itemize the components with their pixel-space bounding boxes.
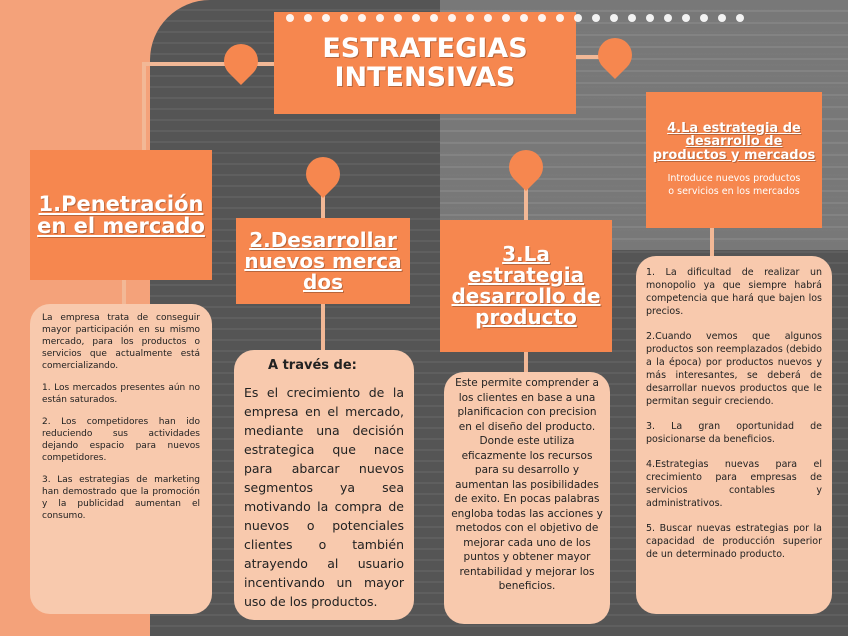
section4-text: 2.Cuando vemos que algunos productos son reemplazados (debido a la época) por productos nuevos y más interesantes, se deberá de desarrollar nuevos productos que le permitan seguir creciendo.: [646, 331, 822, 407]
section2-heading: 2.Desarrollar nuevos mercados: [244, 227, 402, 294]
section2-body-box: [234, 350, 414, 620]
section1-heading: 1.Penetración en el mercado: [37, 191, 205, 238]
section4-body-box: [636, 256, 832, 614]
connector-line: [122, 280, 126, 306]
section1-text: 1. Los mercados presentes aún no están saturados.: [42, 383, 200, 405]
section2-subheading: A través de:: [268, 358, 357, 373]
section2-text: Es el crecimiento de la empresa en el mercado, mediante una decisión estrategica que nace para abarcar nuevos segmentos ya sea motivando la compra de nuevos o potenciales clientes o también atrayendo al usuario incentivando un mayor uso de los productos.: [244, 385, 404, 609]
section4-header-box: [646, 92, 822, 228]
section4-text: 3. La gran oportunidad de posicionarse da beneficios.: [646, 421, 822, 445]
section4-text: 4.Estrategias nuevas para el crecimiento para empresas de servicios contables y administrativos.: [646, 459, 822, 509]
section1-text: La empresa trata de conseguir mayor participación en su mismo mercado, para los productos o servicios que actualmente está comercializando.: [42, 313, 200, 371]
section1-text: 2. Los competidores han ido reduciendo sus actividades dejando espacio para nuevos competidores.: [42, 417, 200, 463]
connector-line: [142, 62, 146, 152]
section3-heading: 3.La estrategia desarrollo de producto: [451, 242, 601, 329]
connector-line: [321, 304, 325, 352]
connector-line: [524, 352, 528, 374]
section4-intro: Introduce nuevos productos o servicios en los mercados: [667, 173, 801, 198]
section3-header-box: [440, 220, 612, 352]
section1-header-box: [30, 150, 212, 280]
page-title: ESTRATEGIAS INTENSIVAS: [322, 33, 528, 93]
section4-text: 1. La dificultad de realizar un monopolio ya que siempre habrá competencia que hará que bajen los precios.: [646, 267, 822, 317]
title-box: [274, 12, 576, 114]
section3-body-box: [444, 372, 610, 624]
section1-text: 3. Las estrategias de marketing han demostrado que la promoción y la publicidad aumentan el consumo.: [42, 475, 200, 521]
section4-text: 5. Buscar nuevas estrategias por la capacidad de producción superior de un determinado producto.: [646, 523, 822, 560]
title-dots: [286, 14, 744, 22]
connector-line: [710, 228, 714, 258]
section1-body-box: [30, 304, 212, 614]
section2-header-box: [236, 218, 410, 304]
section3-text: Este permite comprender a los clientes en base a una planificacion con precision en el diseño del producto. Donde este utiliza eficazmente los recursos para su desarrollo y aumentan las posibilidades de exito. En pocas palabras engloba todas las acciones y metodos con el objetivo de mejorar cada uno de los puntos y obtener mayor rentabilidad y mejorar los beneficios.: [451, 377, 603, 592]
section4-heading: 4.La estrategia de desarrollo de productos y mercados: [652, 120, 816, 163]
